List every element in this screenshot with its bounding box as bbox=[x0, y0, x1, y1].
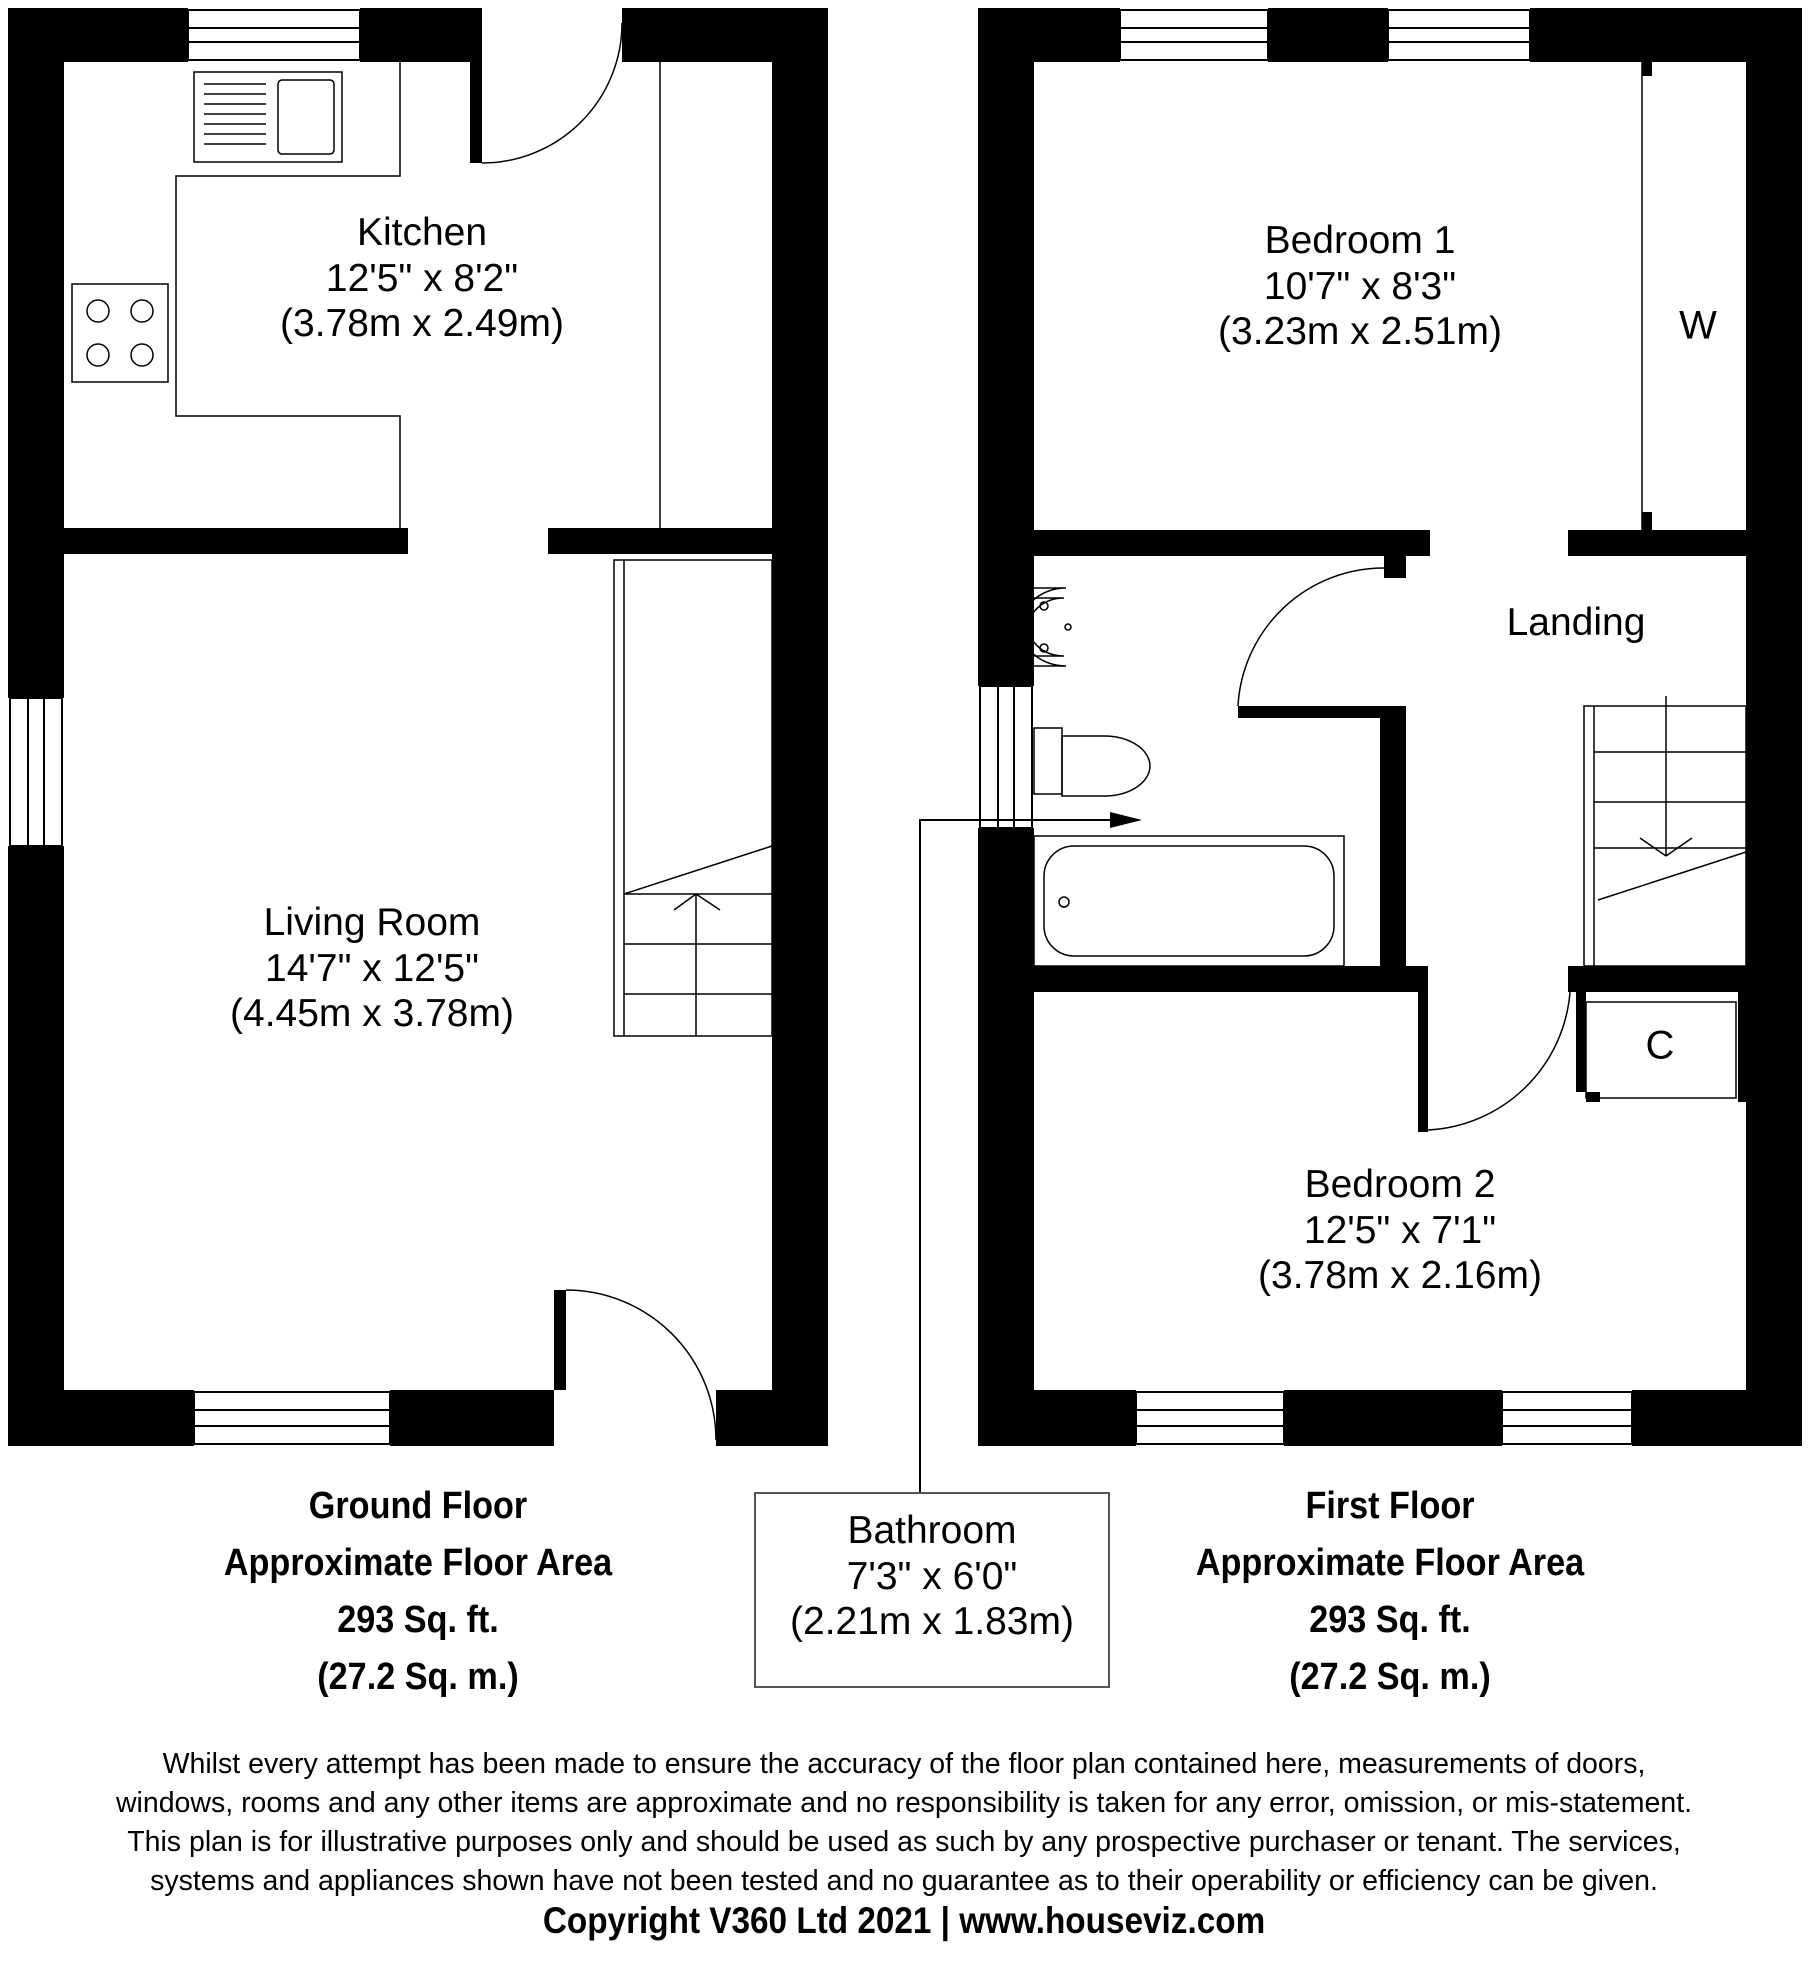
floor-area-sqm: (27.2 Sq. m.) bbox=[1289, 1656, 1491, 1698]
disclaimer-line: Whilst every attempt has been made to ensure the accuracy of the floor plan contained here, measurements of doors, bbox=[162, 1748, 1646, 1780]
room-size-imperial: 12'5" x 8'2" bbox=[325, 256, 519, 300]
room-name: Living Room bbox=[263, 901, 481, 944]
room-size-metric: (3.78m x 2.49m) bbox=[280, 302, 564, 346]
room-size-metric: (3.23m x 2.51m) bbox=[1218, 310, 1502, 354]
floor-area-sqft: 293 Sq. ft. bbox=[337, 1599, 499, 1641]
ground-floor-area bbox=[224, 1478, 612, 1706]
room-label-bathroom bbox=[790, 1508, 1074, 1645]
floor-title: First Floor bbox=[1305, 1485, 1475, 1527]
room-size-metric: (2.21m x 1.83m) bbox=[790, 1600, 1074, 1644]
disclaimer-line: systems and appliances shown have not been tested and no guarantee as to their operability or efficiency can be given. bbox=[150, 1865, 1658, 1897]
room-name: Bedroom 1 bbox=[1264, 219, 1456, 262]
wardrobe-label: W bbox=[1679, 303, 1717, 348]
floor-area-label: Approximate Floor Area bbox=[223, 1542, 613, 1584]
floor-area-sqm: (27.2 Sq. m.) bbox=[317, 1656, 519, 1698]
floor-area-sqft: 293 Sq. ft. bbox=[1309, 1599, 1471, 1641]
room-name: Kitchen bbox=[356, 211, 488, 254]
disclaimer-text bbox=[0, 1745, 1808, 1901]
first-floor-area bbox=[1196, 1478, 1584, 1706]
room-size-imperial: 12'5" x 7'1" bbox=[1303, 1208, 1497, 1252]
copyright-notice: Copyright V360 Ltd 2021 | www.houseviz.com bbox=[542, 1900, 1266, 1941]
room-label-bedroom-2 bbox=[1258, 1162, 1542, 1299]
disclaimer-line: windows, rooms and any other items are approximate and no responsibility is taken for any error, omission, or mis-statement. bbox=[115, 1787, 1693, 1819]
room-label-landing bbox=[1507, 600, 1646, 646]
room-label-living-room bbox=[230, 900, 514, 1037]
disclaimer-line: This plan is for illustrative purposes only and should be used as such by any prospective purchaser or tenant. The services, bbox=[127, 1826, 1681, 1858]
floor-title: Ground Floor bbox=[308, 1485, 528, 1527]
room-size-imperial: 10'7" x 8'3" bbox=[1263, 264, 1457, 308]
room-name: Landing bbox=[1506, 601, 1646, 644]
room-name: Bathroom bbox=[847, 1509, 1017, 1552]
room-size-metric: (3.78m x 2.16m) bbox=[1258, 1254, 1542, 1298]
floor-area-label: Approximate Floor Area bbox=[1195, 1542, 1585, 1584]
room-size-metric: (4.45m x 3.78m) bbox=[230, 992, 514, 1036]
room-label-bedroom-1 bbox=[1218, 218, 1502, 355]
room-size-imperial: 14'7" x 12'5" bbox=[265, 946, 479, 990]
room-size-imperial: 7'3" x 6'0" bbox=[846, 1554, 1018, 1598]
cupboard-label: C bbox=[1645, 1023, 1675, 1068]
room-name: Bedroom 2 bbox=[1304, 1163, 1496, 1206]
room-label-kitchen bbox=[280, 210, 564, 347]
